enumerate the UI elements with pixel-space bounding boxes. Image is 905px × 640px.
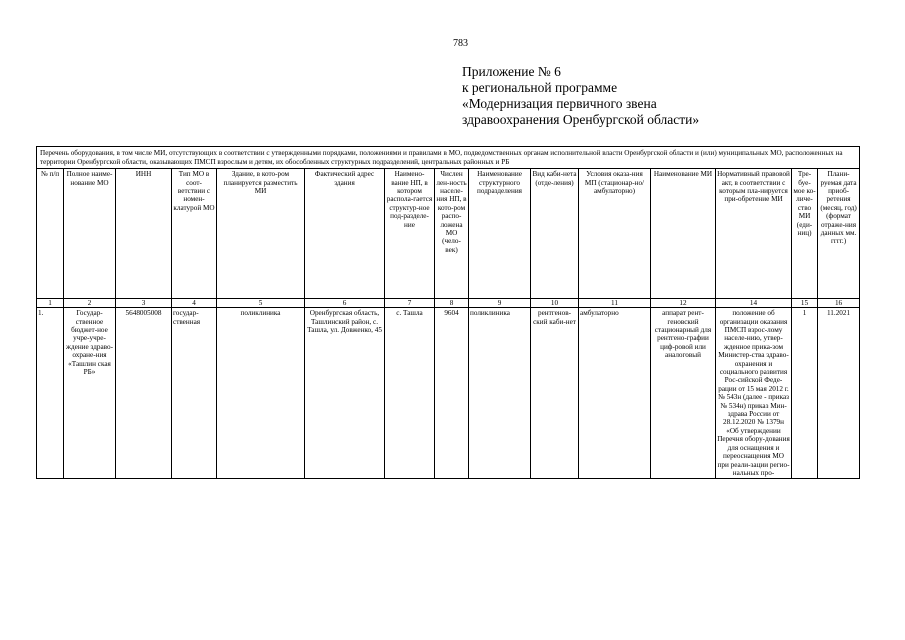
annex-heading: [462, 64, 699, 128]
column-number: 4: [172, 299, 217, 308]
header-cell: № п/п: [37, 169, 64, 299]
annex-line-3: «Модернизация первичного звена: [462, 96, 657, 111]
column-number: 11: [579, 299, 651, 308]
legal-act-cell: положение об организации оказания ПМСП взрос-лому населе-нию, утвер-жденное прика-зом Министер-ства здраво-охранения и социального развития Рос-сийской Феде-рации от 15 мая 2012 г. № 543н (далее - приказ № 534н) приказ Мин-здрава России от 28.12.2020 № 1379н «Об утверждении Перечня обору-дования для оснащения и переоснащения МО при реали-зации регио-нальных про-: [717, 309, 790, 477]
header-cell: Наименование МИ: [651, 169, 716, 299]
header-cell: Наименование структурного подразделения: [469, 169, 531, 299]
settlement-cell: с. Ташла: [385, 308, 435, 479]
quantity-cell: 1: [792, 308, 818, 479]
header-cell: Фактический адрес здания: [305, 169, 385, 299]
column-number: 9: [469, 299, 531, 308]
table-caption: Перечень оборудования, в том числе МИ, отсутствующих в соответствии с утвержденными порядками, положениями и правилами в МО, подведомственных органам исполнительной власти Оренбургской области и (или) муниципальных МО, расположенных на территории Оренбургской области, оказывающих ПМСП взрослым и детям, их обособленных структурных подразделений, центральных районных и РБ: [37, 147, 860, 169]
header-row: [37, 169, 860, 299]
column-number: 3: [116, 299, 172, 308]
column-number: 15: [792, 299, 818, 308]
column-number: 10: [531, 299, 579, 308]
inn-cell: 5648005008: [116, 308, 172, 479]
subdivision-cell: поликлиника: [469, 308, 531, 479]
annex-line-2: к региональной программе: [462, 80, 618, 95]
row-number: 1.: [37, 308, 64, 479]
column-number: 6: [305, 299, 385, 308]
header-cell: Вид каби-нета (отде-ления): [531, 169, 579, 299]
header-cell: Числен лен-ность населе-ния НП, в кото-ром распо-ложена МО (чело-век): [435, 169, 469, 299]
header-cell: Плани-руемая дата приоб-ретения (месяц, год) (формат отраже-ния данных мм. гггг.): [818, 169, 860, 299]
column-number: 12: [651, 299, 716, 308]
header-cell: Здание, в кото-ром планируется разместить МИ: [217, 169, 305, 299]
header-cell: ИНН: [116, 169, 172, 299]
table-row: [37, 308, 860, 479]
page-number: 783: [453, 38, 468, 49]
column-number: 2: [64, 299, 116, 308]
column-number: 8: [435, 299, 469, 308]
header-cell: Тре-буе-мое ко-личе-ство МИ (еди-ниц): [792, 169, 818, 299]
building-cell: поликлиника: [217, 308, 305, 479]
purchase-date-cell: 11.2021: [818, 308, 860, 479]
annex-line-1: Приложение № 6: [462, 64, 561, 79]
population-cell: 9604: [435, 308, 469, 479]
equipment-table: [36, 146, 860, 479]
column-number: 14: [716, 299, 792, 308]
column-number: 7: [385, 299, 435, 308]
equipment-name-cell: аппарат рент-геновский стационарный для рентгено-графии циф-ровой или аналоговый: [651, 308, 716, 479]
header-cell: Условия оказа-ния МП (стационар-но/амбулаторно): [579, 169, 651, 299]
annex-line-4: здравоохранения Оренбургской области»: [462, 112, 700, 127]
org-name-cell: Государ-ственное бюджет-ное учре-учре-ждение здраво-охране-ния «Ташлин ская РБ»: [64, 308, 116, 479]
header-cell: Наимено-вание НП, в котором распола-гается структур-ное под-разделе-ние: [385, 169, 435, 299]
column-number: 1: [37, 299, 64, 308]
column-number-row: [37, 299, 860, 308]
room-type-cell: рентгенов-ский каби-нет: [531, 308, 579, 479]
org-type-cell: государ-ственная: [172, 308, 217, 479]
header-cell: Тип МО в соот-ветствии с номен-клатурой МО: [172, 169, 217, 299]
caption-row: [37, 147, 860, 169]
care-conditions-cell: амбулаторно: [579, 308, 651, 479]
header-cell: Нормативный правовой акт, в соответствии с которым пла-нируется при-обретение МИ: [716, 169, 792, 299]
column-number: 5: [217, 299, 305, 308]
header-cell: Полное наиме-нование МО: [64, 169, 116, 299]
address-cell: Оренбургская область, Ташлинский район, с. Ташла, ул. Довженко, 45: [305, 308, 385, 479]
column-number: 16: [818, 299, 860, 308]
